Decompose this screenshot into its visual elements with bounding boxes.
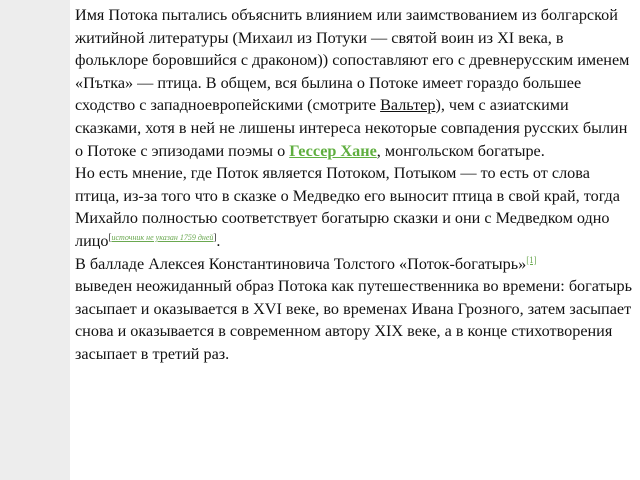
paragraph-origin-text-1: Имя Потока пытались объяснить влиянием или заимствованием из болгарской житийной литературы (Михаил из Потуки — святой воин из XI века, в фольклоре боровшийся с драконом)) сопоставляют его с древнерусским именем «Пътка» — птица. В общем, вся былина о Потоке имеет гораздо большее сходство с западноевропейскими (смотрите (75, 6, 630, 115)
paragraph-origin-text-2: ), чем с азиатскими сказками, хотя в ней не лишены интереса некоторые совпадения русских былин о Потоке с эпизодами поэмы о (75, 96, 628, 160)
walter-link[interactable]: Вальтер (380, 96, 436, 115)
paragraph-ballad (75, 253, 637, 366)
paragraph-opinion-text: Но есть мнение, где Поток является Потоком, Потыком — то есть от слова птица, из-за того что в сказке о Медведко его выносит птица в свой край, тогда Михайло полностью соответствует богатырю сказки и они с Медведком одно лицо (75, 164, 620, 250)
citation-needed-note (109, 232, 217, 242)
paragraph-opinion (75, 162, 637, 252)
note-bracket-open: [ (108, 231, 112, 242)
paragraph-ballad-text-1: В балладе Алексея Константиновича Толстого «Поток-богатырь» (75, 254, 527, 273)
paragraph-origin (75, 4, 637, 162)
paragraph-ballad-text-2: выведен неожиданный образ Потока как путешественника во времени: богатырь засыпает и оказывается в XVI веке, во временах Ивана Грозного, затем засыпает снова и оказывается в современном автору XIX веке, а в конце стихотворения засыпает в третий раз. (75, 277, 632, 363)
article-body (75, 4, 637, 366)
citation-needed-link[interactable]: источник не указан 1759 дней (111, 232, 214, 242)
document-page (70, 0, 640, 480)
footnote-ref-1[interactable]: [1] (526, 254, 537, 265)
paragraph-origin-text-3: , монгольском богатыре. (376, 141, 545, 160)
note-bracket-close: ] (213, 231, 217, 242)
gesser-khan-link[interactable]: Гессер Хане (289, 141, 377, 160)
paragraph-opinion-end: . (216, 231, 221, 250)
